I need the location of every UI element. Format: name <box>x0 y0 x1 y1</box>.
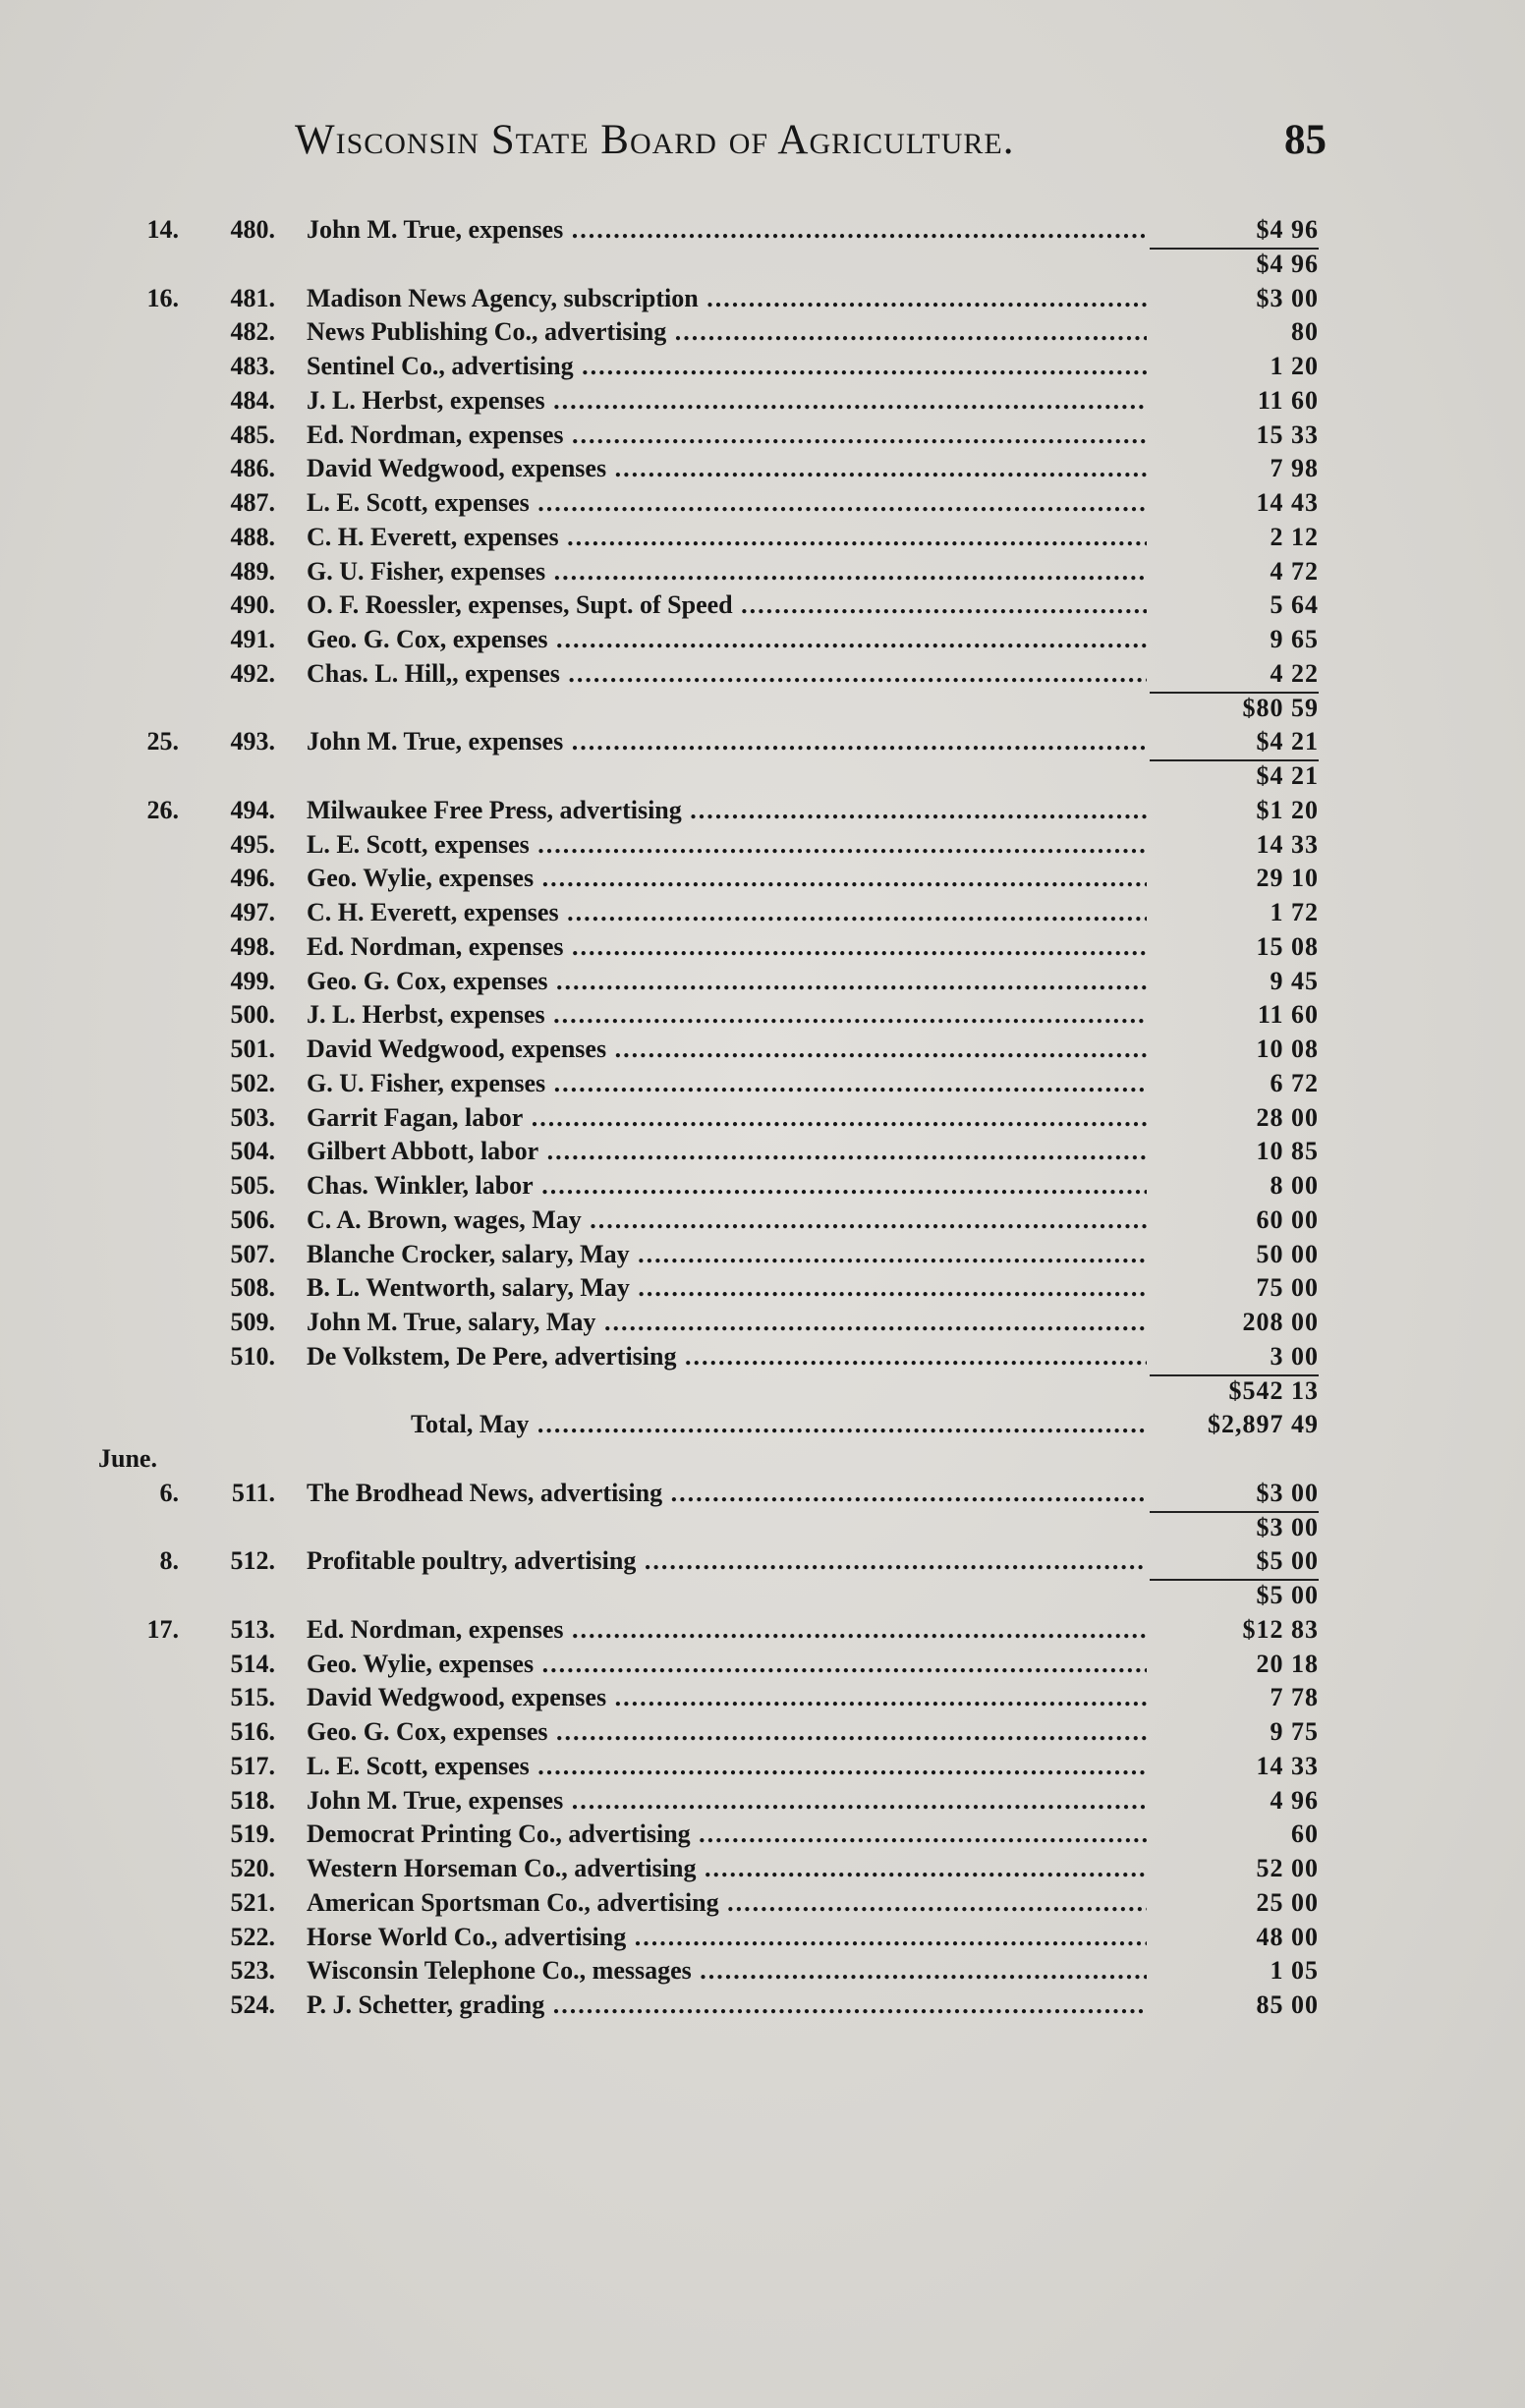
entry-amount: 14 33 <box>1256 829 1319 859</box>
entry-description: Geo. G. Cox, expenses ..... <box>307 967 1147 996</box>
entry-description: Garrit Fagan, labor ..... <box>307 1103 1147 1133</box>
voucher-number: 497. <box>230 898 275 926</box>
ledger-row <box>0 998 1525 1033</box>
entry-description: Geo. Wylie, expenses ..... <box>307 864 1147 893</box>
ledger-row <box>0 657 1525 692</box>
entry-amount: 10 85 <box>1256 1137 1319 1166</box>
voucher-number: 493. <box>230 727 275 756</box>
ledger-row <box>0 1784 1525 1819</box>
ledger-row <box>0 1340 1525 1374</box>
entry-amount: 85 00 <box>1256 1990 1319 2019</box>
voucher-number: 506. <box>230 1204 275 1234</box>
entry-amount: $4 21 <box>1256 727 1319 756</box>
entry-description: David Wedgwood, expenses ..... <box>307 1683 1147 1712</box>
ledger-row <box>0 1750 1525 1784</box>
entry-description: C. A. Brown, wages, May ..... <box>307 1205 1147 1235</box>
entry-description: Ed. Nordman, expenses ..... <box>307 1615 1147 1645</box>
entry-description: B. L. Wentworth, salary, May ..... <box>307 1273 1147 1303</box>
voucher-number: 514. <box>230 1649 275 1678</box>
voucher-number: 516. <box>230 1717 275 1746</box>
entry-description: Chas. Winkler, labor ..... <box>307 1171 1147 1201</box>
ledger-row <box>0 965 1525 999</box>
ledger-row <box>0 1135 1525 1169</box>
voucher-number: 520. <box>230 1854 275 1882</box>
voucher-number: 509. <box>230 1308 275 1336</box>
voucher-number: 486. <box>230 454 275 483</box>
running-title: Wisconsin State Board of Agriculture. <box>295 117 1015 163</box>
voucher-number: 502. <box>230 1068 275 1097</box>
voucher-number: 484. <box>230 385 275 415</box>
voucher-number: 504. <box>230 1137 275 1166</box>
ledger-row <box>0 725 1525 759</box>
voucher-number: 521. <box>230 1887 275 1917</box>
entry-description: Gilbert Abbott, labor ..... <box>307 1137 1147 1166</box>
entry-amount: 4 72 <box>1270 556 1319 586</box>
voucher-number: 507. <box>230 1239 275 1268</box>
ledger-row <box>0 1681 1525 1715</box>
ledger-row <box>0 862 1525 896</box>
entry-description: Sentinel Co., advertising ..... <box>307 352 1147 381</box>
voucher-number: 511. <box>231 1478 275 1507</box>
page-number: 85 <box>1284 117 1327 163</box>
ledger-row <box>0 1818 1525 1852</box>
entry-description: De Volkstem, De Pere, advertising ..... <box>307 1342 1147 1372</box>
voucher-number: 522. <box>230 1922 275 1951</box>
entry-description: C. H. Everett, expenses ..... <box>307 898 1147 927</box>
entry-description: The Brodhead News, advertising ..... <box>307 1479 1147 1508</box>
entry-amount: 14 43 <box>1256 488 1319 517</box>
subtotal-row <box>0 248 1525 282</box>
entry-amount: 1 05 <box>1270 1956 1319 1986</box>
voucher-number: 519. <box>230 1820 275 1849</box>
subtotal-row <box>0 1374 1525 1409</box>
voucher-number: 500. <box>230 1000 275 1030</box>
voucher-number: 498. <box>230 931 275 961</box>
voucher-number: 483. <box>230 352 275 380</box>
entry-description: Blanche Crocker, salary, May ..... <box>307 1240 1147 1269</box>
ledger-row <box>0 1921 1525 1955</box>
entry-amount: 9 45 <box>1270 966 1319 995</box>
entry-amount: 1 72 <box>1270 898 1319 926</box>
voucher-number: 480. <box>230 215 275 244</box>
ledger-row <box>0 452 1525 486</box>
ledger-row <box>0 486 1525 521</box>
subtotal-amount: $4 96 <box>1256 249 1319 278</box>
voucher-number: 524. <box>230 1990 275 2019</box>
entry-description: Western Horseman Co., advertising ..... <box>307 1854 1147 1883</box>
entry-description: Geo. G. Cox, expenses ..... <box>307 1717 1147 1747</box>
ledger-row <box>0 828 1525 863</box>
entry-amount: 48 00 <box>1256 1922 1319 1951</box>
page-header <box>295 116 1327 185</box>
voucher-number: 489. <box>230 556 275 586</box>
entry-amount: 20 18 <box>1256 1649 1319 1678</box>
ledger-row <box>0 419 1525 453</box>
entry-description: Wisconsin Telephone Co., messages ..... <box>307 1956 1147 1986</box>
entry-amount: 2 12 <box>1270 522 1319 551</box>
ledger-row <box>0 930 1525 965</box>
entry-description: Geo. G. Cox, expenses ..... <box>307 625 1147 654</box>
entry-amount: $1 20 <box>1256 795 1319 824</box>
entry-description: News Publishing Co., advertising ..... <box>307 317 1147 347</box>
entry-amount: $3 00 <box>1256 1478 1319 1507</box>
entry-description: Geo. Wylie, expenses ..... <box>307 1650 1147 1679</box>
entry-day: 6. <box>159 1478 179 1507</box>
entry-description: P. J. Schetter, grading ..... <box>307 1990 1147 2020</box>
entry-amount: 7 78 <box>1270 1683 1319 1712</box>
entry-amount: 50 00 <box>1256 1239 1319 1268</box>
entry-description: John M. True, expenses ..... <box>307 727 1147 756</box>
subtotal-amount: $3 00 <box>1256 1512 1319 1541</box>
entry-amount: 75 00 <box>1256 1273 1319 1303</box>
entry-description: G. U. Fisher, expenses ..... <box>307 1069 1147 1098</box>
entry-description: J. L. Herbst, expenses ..... <box>307 386 1147 416</box>
ledger-row <box>0 1886 1525 1921</box>
voucher-number: 508. <box>230 1273 275 1303</box>
month-total-row <box>0 1408 1525 1442</box>
subtotal-amount: $5 00 <box>1256 1581 1319 1609</box>
ledger-row <box>0 1613 1525 1648</box>
entry-amount: $12 83 <box>1242 1614 1319 1644</box>
entry-amount: 1 20 <box>1270 352 1319 380</box>
ledger-row <box>0 1544 1525 1579</box>
voucher-number: 510. <box>230 1341 275 1371</box>
entry-description: O. F. Roessler, expenses, Supt. of Speed ..... <box>307 590 1147 620</box>
entry-description: Madison News Agency, subscription ..... <box>307 284 1147 313</box>
ledger-row <box>0 1306 1525 1340</box>
month-label: June. <box>98 1444 157 1473</box>
ledger-row <box>0 1033 1525 1067</box>
voucher-number: 499. <box>230 966 275 995</box>
voucher-number: 490. <box>230 590 275 620</box>
ledger-row <box>0 1204 1525 1238</box>
entry-day: 16. <box>146 283 179 312</box>
voucher-number: 495. <box>230 829 275 859</box>
entry-description: Chas. L. Hill,, expenses ..... <box>307 659 1147 689</box>
voucher-number: 496. <box>230 864 275 893</box>
entry-description: American Sportsman Co., advertising ..... <box>307 1888 1147 1918</box>
ledger-row <box>0 794 1525 828</box>
entry-description: G. U. Fisher, expenses ..... <box>307 557 1147 587</box>
ledger-row <box>0 1715 1525 1750</box>
entry-description: David Wedgwood, expenses ..... <box>307 1035 1147 1064</box>
entry-description: C. H. Everett, expenses ..... <box>307 523 1147 552</box>
ledger-row <box>0 1852 1525 1886</box>
entry-day: 17. <box>146 1614 179 1644</box>
ledger-row <box>0 1477 1525 1511</box>
entry-description: John M. True, salary, May ..... <box>307 1308 1147 1337</box>
month-heading-row <box>0 1442 1525 1477</box>
ledger-row <box>0 315 1525 350</box>
ledger-table <box>0 213 1525 2023</box>
entry-amount: 14 33 <box>1256 1751 1319 1780</box>
entry-description: John M. True, expenses ..... <box>307 215 1147 245</box>
entry-amount: 29 10 <box>1256 864 1319 893</box>
ledger-row <box>0 1271 1525 1306</box>
entry-amount: 28 00 <box>1256 1102 1319 1132</box>
voucher-number: 494. <box>230 795 275 824</box>
ledger-row <box>0 282 1525 316</box>
entry-day: 8. <box>159 1546 179 1576</box>
entry-amount: 25 00 <box>1256 1887 1319 1917</box>
subtotal-row <box>0 1579 1525 1613</box>
entry-description: L. E. Scott, expenses ..... <box>307 830 1147 860</box>
ledger-row <box>0 1169 1525 1204</box>
voucher-number: 515. <box>230 1683 275 1712</box>
voucher-number: 523. <box>230 1956 275 1986</box>
entry-amount: $4 96 <box>1256 215 1319 244</box>
entry-amount: 60 00 <box>1256 1204 1319 1234</box>
entry-description: J. L. Herbst, expenses ..... <box>307 1000 1147 1030</box>
ledger-row <box>0 521 1525 555</box>
total-amount: $2,897 49 <box>1208 1410 1319 1439</box>
voucher-number: 485. <box>230 420 275 449</box>
voucher-number: 505. <box>230 1171 275 1200</box>
entry-description: David Wedgwood, expenses ..... <box>307 454 1147 483</box>
ledger-row <box>0 1988 1525 2023</box>
ledger-row <box>0 350 1525 384</box>
entry-day: 26. <box>146 795 179 824</box>
ledger-row <box>0 1067 1525 1101</box>
entry-day: 14. <box>146 215 179 244</box>
ledger-row <box>0 213 1525 248</box>
ledger-row <box>0 588 1525 623</box>
entry-amount: 15 08 <box>1256 931 1319 961</box>
subtotal-amount: $80 59 <box>1242 693 1319 722</box>
entry-amount: $5 00 <box>1256 1546 1319 1576</box>
voucher-number: 482. <box>230 317 275 347</box>
entry-amount: 6 72 <box>1270 1068 1319 1097</box>
entry-description: L. E. Scott, expenses ..... <box>307 1752 1147 1781</box>
subtotal-row <box>0 692 1525 726</box>
entry-amount: 8 00 <box>1270 1171 1319 1200</box>
entry-description: Profitable poultry, advertising ..... <box>307 1546 1147 1576</box>
entry-description: Ed. Nordman, expenses ..... <box>307 420 1147 450</box>
voucher-number: 512. <box>230 1546 275 1576</box>
entry-amount: 11 60 <box>1257 385 1319 415</box>
ledger-row <box>0 1648 1525 1682</box>
entry-description: L. E. Scott, expenses ..... <box>307 488 1147 518</box>
entry-amount: 208 00 <box>1242 1308 1319 1336</box>
entry-amount: 9 65 <box>1270 625 1319 653</box>
entry-description: Horse World Co., advertising ..... <box>307 1923 1147 1952</box>
entry-amount: 5 64 <box>1270 590 1319 620</box>
subtotal-row <box>0 759 1525 794</box>
ledger-row <box>0 384 1525 419</box>
entry-amount: 60 <box>1291 1820 1319 1849</box>
voucher-number: 501. <box>230 1035 275 1063</box>
entry-amount: 3 00 <box>1270 1341 1319 1371</box>
subtotal-amount: $542 13 <box>1228 1375 1319 1405</box>
entry-description: John M. True, expenses ..... <box>307 1786 1147 1816</box>
entry-amount: 11 60 <box>1257 1000 1319 1030</box>
entry-amount: 80 <box>1291 317 1319 347</box>
ledger-row <box>0 1101 1525 1136</box>
entry-description: Ed. Nordman, expenses ..... <box>307 932 1147 962</box>
voucher-number: 487. <box>230 488 275 517</box>
ledger-row <box>0 1954 1525 1988</box>
entry-amount: 7 98 <box>1270 454 1319 483</box>
entry-amount: $3 00 <box>1256 283 1319 312</box>
voucher-number: 492. <box>230 658 275 688</box>
entry-amount: 52 00 <box>1256 1854 1319 1882</box>
entry-amount: 9 75 <box>1270 1717 1319 1746</box>
voucher-number: 517. <box>230 1751 275 1780</box>
voucher-number: 503. <box>230 1102 275 1132</box>
subtotal-amount: $4 21 <box>1256 761 1319 790</box>
entry-description: Milwaukee Free Press, advertising ..... <box>307 796 1147 825</box>
voucher-number: 488. <box>230 522 275 551</box>
voucher-number: 481. <box>230 283 275 312</box>
entry-day: 25. <box>146 727 179 756</box>
total-label: Total, May ..... <box>411 1410 1147 1439</box>
ledger-row <box>0 1238 1525 1272</box>
entry-amount: 10 08 <box>1256 1035 1319 1063</box>
ledger-row <box>0 555 1525 589</box>
entry-amount: 15 33 <box>1256 420 1319 449</box>
voucher-number: 491. <box>230 625 275 653</box>
entry-amount: 4 22 <box>1270 658 1319 688</box>
ledger-row <box>0 623 1525 657</box>
voucher-number: 513. <box>230 1614 275 1644</box>
entry-description: Democrat Printing Co., advertising ..... <box>307 1820 1147 1849</box>
entry-amount: 4 96 <box>1270 1785 1319 1815</box>
subtotal-row <box>0 1511 1525 1545</box>
ledger-row <box>0 896 1525 930</box>
voucher-number: 518. <box>230 1785 275 1815</box>
